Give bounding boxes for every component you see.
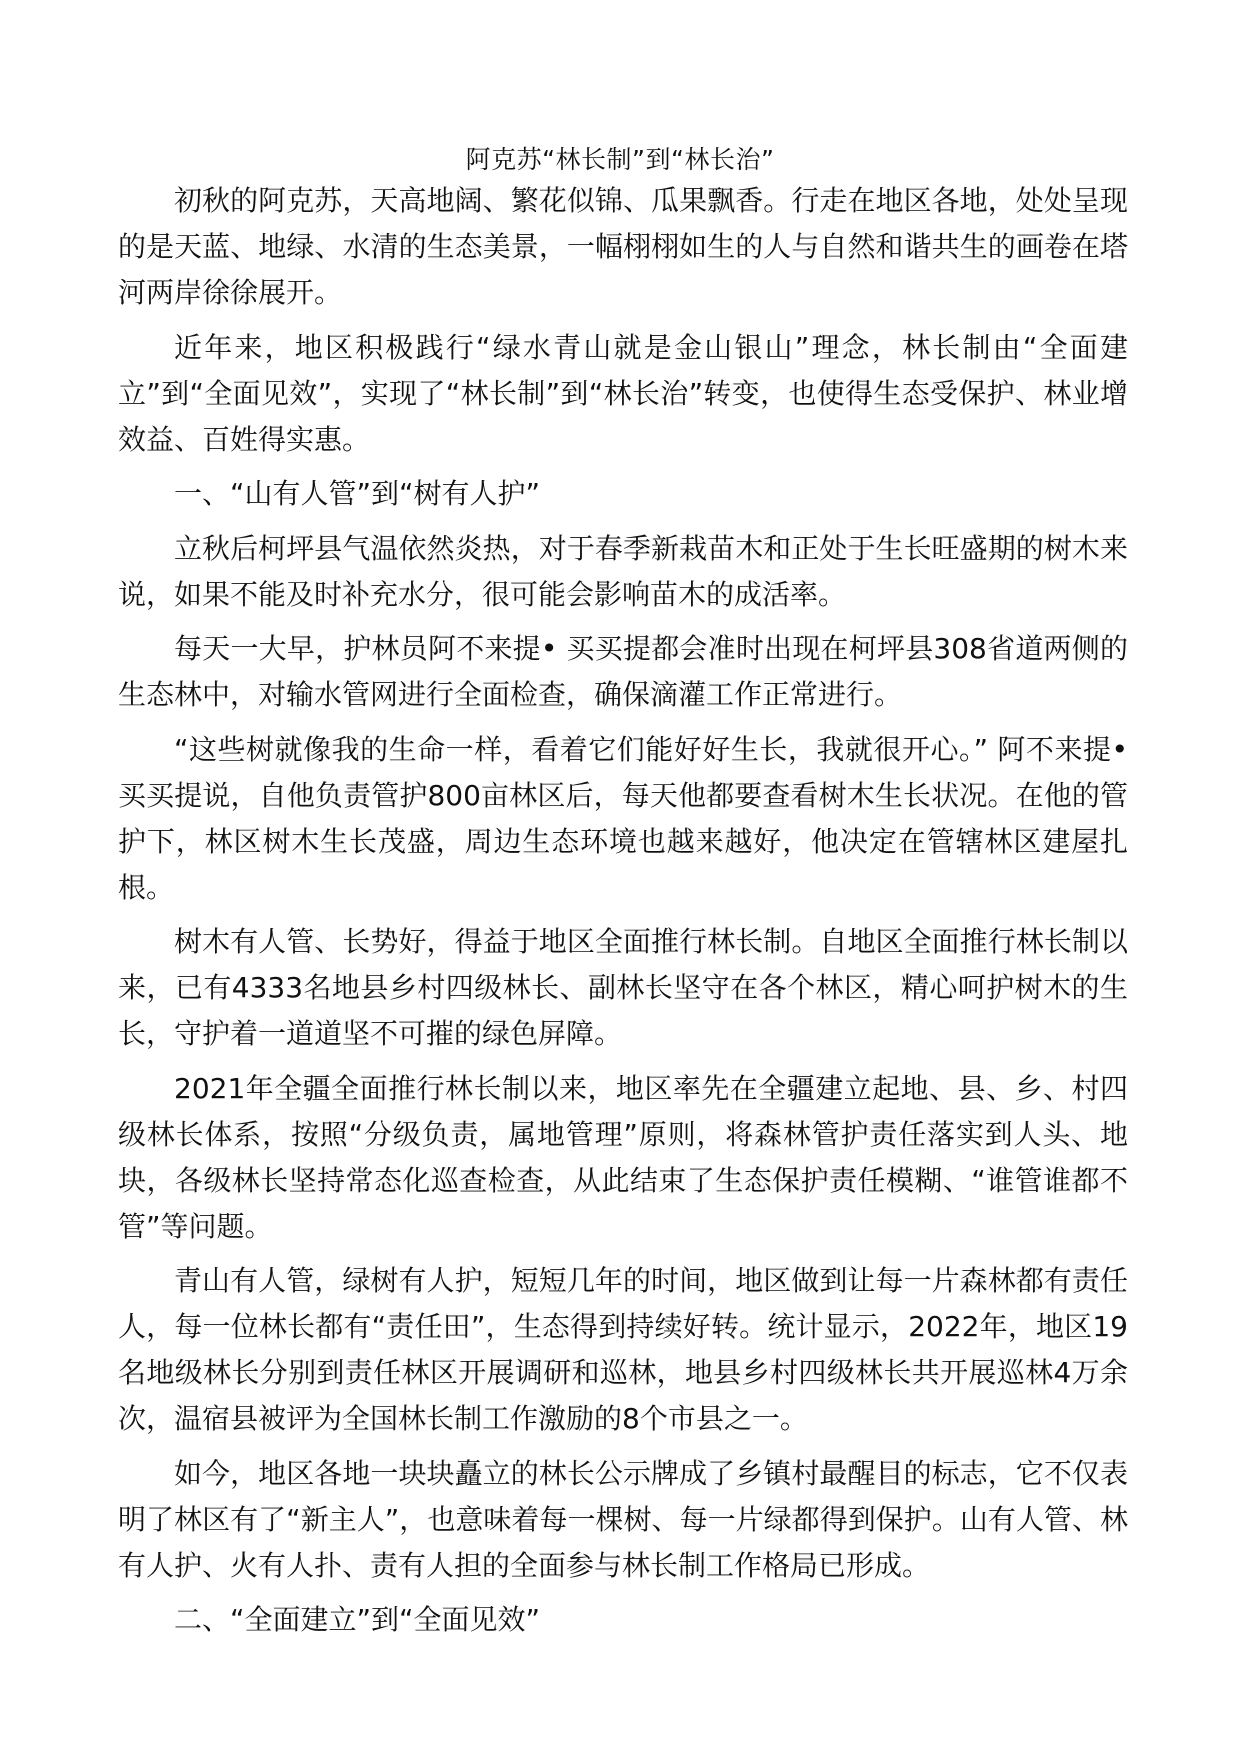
- paragraph: 2021年全疆全面推行林长制以来，地区率先在全疆建立起地、县、乡、村四级林长体系，按照“分级负责，属地管理”原则，将森林管护责任落实到人头、地块，各级林长坚持常态化巡查检查，从此结束了生态保护责任模糊、“谁管谁都不管”等问题。: [118, 1071, 1128, 1243]
- paragraph-quote: “这些树就像我的生命一样，看着它们能好好生长，我就很开心。” 阿不来提• 买买提说，自他负责管护800亩林区后，每天他都要查看树木生长状况。在他的管护下，林区树木生长茂盛，周边生态环境也越来越好，他决定在管辖林区建屋扎根。: [118, 732, 1128, 904]
- paragraph: 树木有人管、长势好，得益于地区全面推行林长制。自地区全面推行林长制以来，已有4333名地县乡村四级林长、副林长坚守在各个林区，精心呵护树木的生长，守护着一道道坚不可摧的绿色屏障。: [118, 925, 1128, 1050]
- document-title: 阿克苏“林长制”到“林长治”: [465, 145, 775, 174]
- paragraph: 青山有人管，绿树有人护，短短几年的时间，地区做到让每一片森林都有责任人，每一位林长都有“责任田”，生态得到持续好转。统计显示，2022年，地区19名地级林长分别到责任林区开展调研和巡林，地县乡村四级林长共开展巡林4万余次，温宿县被评为全国林长制工作激励的8个市县之一。: [118, 1264, 1128, 1435]
- section-heading-2: 二、“全面建立”到“全面见效”: [174, 1603, 541, 1636]
- paragraph-overview: 近年来，地区积极践行“绿水青山就是金山银山”理念，林长制由“全面建立”到“全面见效”，实现了“林长制”到“林长治”转变，也使得生态受保护、林业增效益、百姓得实惠。: [118, 330, 1128, 456]
- paragraph: 如今，地区各地一块块矗立的林长公示牌成了乡镇村最醒目的标志，它不仅表明了林区有了“新主人”，也意味着每一棵树、每一片绿都得到保护。山有人管、林有人护、火有人扑、责有人担的全面参与林长制工作格局已形成。: [118, 1456, 1128, 1582]
- paragraph-intro: 初秋的阿克苏，天高地阔、繁花似锦、瓜果飘香。行走在地区各地，处处呈现的是天蓝、地绿、水清的生态美景，一幅栩栩如生的人与自然和谐共生的画卷在塔河两岸徐徐展开。: [118, 184, 1128, 309]
- document-body: [118, 178, 1128, 1652]
- section-heading-1: 一、“山有人管”到“树有人护”: [174, 477, 541, 510]
- paragraph: 每天一大早，护林员阿不来提• 买买提都会准时出现在柯坪县308省道两侧的生态林中，对输水管网进行全面检查，确保滴灌工作正常进行。: [118, 632, 1128, 711]
- paragraph: 立秋后柯坪县气温依然炎热，对于春季新栽苗木和正处于生长旺盛期的树木来说，如果不能及时补充水分，很可能会影响苗木的成活率。: [118, 531, 1128, 611]
